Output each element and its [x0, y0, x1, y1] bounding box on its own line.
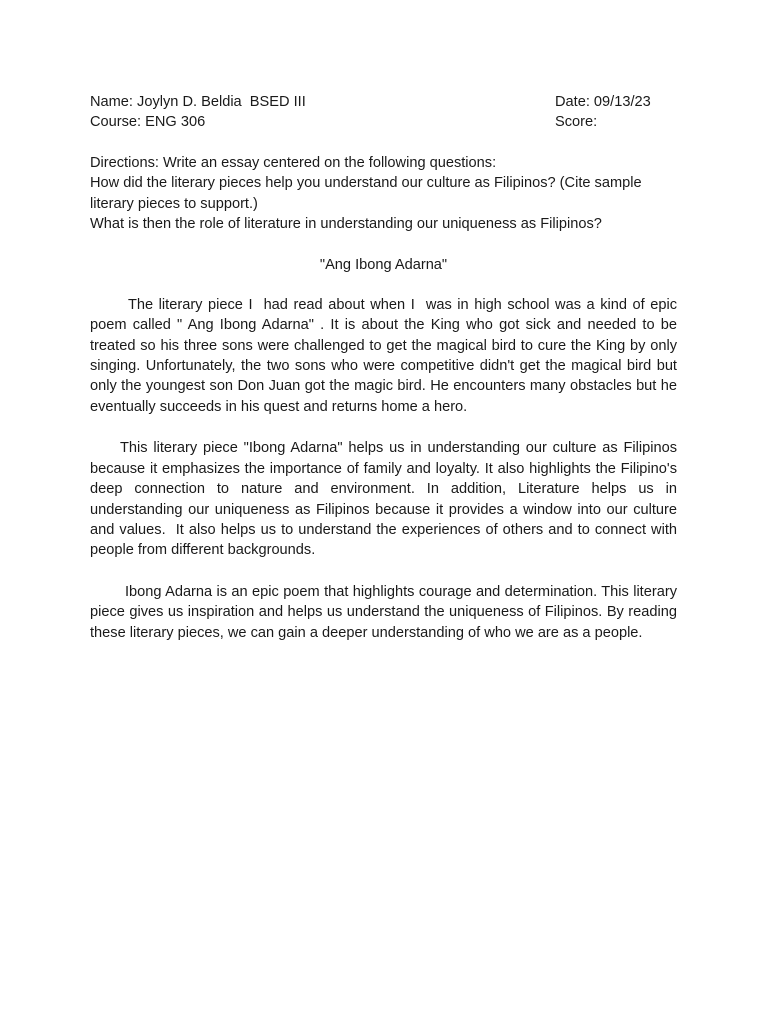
date-field: Date: 09/13/23 — [555, 94, 651, 110]
score-field: Score: — [555, 114, 598, 131]
student-name: Name: Joylyn D. Beldia BSED III — [90, 94, 306, 110]
header-row-1 — [90, 92, 677, 112]
essay-title: "Ang Ibong Adarna" — [319, 257, 448, 274]
essay-paragraph-3: Ibong Adarna is an epic poem that highlights courage and determination. This literary piece gives us inspiration and helps us understand the uniqueness of Filipinos. By reading these literary pieces, we can gain a deeper understanding of who we are as a people. — [90, 583, 682, 641]
course-field: Course: ENG 306 — [90, 114, 206, 131]
directions-block — [90, 153, 677, 235]
essay-paragraph-1: The literary piece I had read about when I was in high school was a kind of epic poem called " Ang Ibong Adarna" . It is about the King who got sick and needed to be treated so his three sons were challenged to get the magical bird to cure the King by only singing. Unfortunately, the two sons who were competitive didn't get the magical bird but only the youngest son Don Juan got the magic bird. He encounters many obstacles but he eventually succeeds in his quest and returns home a hero. — [90, 296, 682, 415]
essay-content — [90, 92, 682, 643]
question-1: How did the literary pieces help you understand our culture as Filipinos? (Cite sample literary pieces to support.) — [90, 175, 646, 212]
header-row-2 — [90, 112, 677, 132]
question-2: What is then the role of literature in understanding our uniqueness as Filipinos? — [90, 216, 602, 233]
essay-paragraph-2: This literary piece "Ibong Adarna" helps us in understanding our culture as Filipinos because it emphasizes the importance of family and loyalty. It also highlights the Filipino's deep connection to nature and environment. In addition, Literature helps us in understanding our uniqueness as Filipinos because it provides a window into our culture and values. It also helps us to understand the experiences of others and to connect with people from different backgrounds. — [90, 440, 682, 559]
directions-intro: Directions: Write an essay centered on the following questions: — [90, 154, 497, 171]
